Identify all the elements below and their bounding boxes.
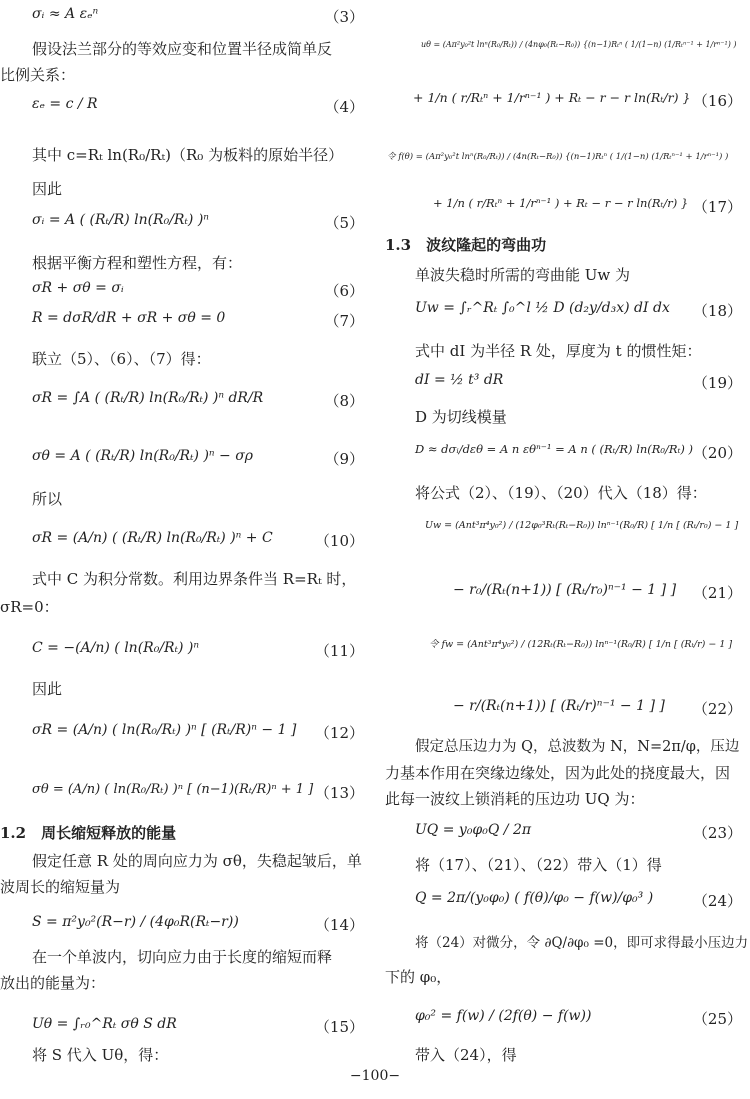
equation-number: （17） <box>692 198 742 216</box>
equation-number: （24） <box>692 892 742 910</box>
paragraph-line: 放出的能量为： <box>0 974 106 992</box>
paragraph-line: 将（24）对微分，令 ∂Q/∂φ₀ =0，即可求得最小压边力 <box>415 935 749 951</box>
equation-number: （13） <box>314 784 364 802</box>
paragraph-line: 联立（5）、（6）、（7）得： <box>32 350 211 368</box>
equation-number: （8） <box>324 392 364 410</box>
equation-formula: Uw = (Ant³π⁴y₀²) / (12φ₀³Rₜ(Rₜ−R₀)) lnⁿ⁻¹(R₀/R) [ 1/n [ (Rₜ/r₀) − 1 ] <box>425 520 739 531</box>
equation-number: （5） <box>324 214 364 232</box>
equation-formula: σᵢ = A ( (Rₜ/R) ln(R₀/Rₜ) )ⁿ <box>32 212 209 228</box>
page-number: −100− <box>349 1068 401 1084</box>
paragraph-line: 将 S 代入 Uθ，得： <box>32 1046 169 1064</box>
equation <box>0 722 372 748</box>
equation-number: （9） <box>324 450 364 468</box>
equation-formula: UQ = y₀φ₀Q / 2π <box>415 822 532 838</box>
equation-number: （19） <box>692 374 742 392</box>
equation-number: （14） <box>314 916 364 934</box>
equation-number: （3） <box>324 8 364 26</box>
equation <box>385 40 750 66</box>
equation <box>0 96 372 122</box>
equation-formula: 令 fw = (Ant³π⁴y₀²) / (12Rₜ(Rₜ−R₀)) lnⁿ⁻¹(R₀/R) [ 1/n [ (Rₜ/r) − 1 ] <box>429 639 733 650</box>
equation-formula: S = π²y₀²(R−r) / (4φ₀R(Rₜ−r)) <box>32 914 239 930</box>
equation <box>385 1008 750 1034</box>
equation-formula: R = dσR/dR + σR + σθ = 0 <box>32 310 226 326</box>
equation <box>0 280 372 306</box>
equation-number: （18） <box>692 302 742 320</box>
section-heading: 1.3 波纹隆起的弯曲功 <box>385 236 547 254</box>
paragraph-line: 式中 dI 为半径 R 处，厚度为 t 的惯性矩： <box>415 342 702 360</box>
paragraph-line: 此每一波纹上锁消耗的压边功 UQ 为： <box>385 790 645 808</box>
equation <box>0 530 372 556</box>
equation-formula: σR = ∫A ( (Rₜ/R) ln(R₀/Rₜ) )ⁿ dR/R <box>32 390 264 406</box>
equation <box>385 372 750 398</box>
paragraph-line: 比例关系： <box>0 66 76 84</box>
equation <box>0 640 372 666</box>
equation <box>385 822 750 848</box>
paragraph-line: 将公式（2）、（19）、（20）代入（18）得： <box>415 484 707 502</box>
equation <box>385 698 750 724</box>
equation-formula: σR = (A/n) ( ln(R₀/Rₜ) )ⁿ [ (Rₜ/R)ⁿ − 1 ] <box>32 722 297 738</box>
equation <box>385 442 750 468</box>
equation-formula: + 1/n ( r/Rₜⁿ + 1/rⁿ⁻¹ ) + Rₜ − r − r ln(Rₜ/r) } <box>413 90 691 105</box>
equation <box>0 212 372 238</box>
paragraph-line: 根据平衡方程和塑性方程，有： <box>32 254 243 272</box>
equation-formula: Uθ = ∫ᵣ₀^Rₜ σθ S dR <box>32 1016 177 1032</box>
equation-formula: C = −(A/n) ( ln(R₀/Rₜ) )ⁿ <box>32 640 200 656</box>
equation <box>0 6 372 32</box>
equation-formula: dI = ½ t³ dR <box>415 372 504 388</box>
equation-number: （23） <box>692 824 742 842</box>
paragraph-line: 下的 φ₀， <box>385 968 452 986</box>
equation-number: （15） <box>314 1018 364 1036</box>
equation-number: （6） <box>324 282 364 300</box>
equation-formula: σR + σθ = σᵢ <box>32 280 124 296</box>
equation <box>0 782 372 808</box>
equation <box>385 90 750 116</box>
paragraph-line: 波周长的缩短量为 <box>0 878 121 896</box>
equation <box>385 582 750 608</box>
paragraph-line: 因此 <box>32 680 63 698</box>
equation-formula: σθ = (A/n) ( ln(R₀/Rₜ) )ⁿ [ (n−1)(Rₜ/R)ⁿ + 1 ] <box>32 782 314 797</box>
equation <box>385 890 750 916</box>
equation <box>0 390 372 416</box>
equation-formula: uθ = (Aπ²y₀²t lnⁿ(R₀/Rₜ)) / (4nφ₀(Rₜ−R₀)) {(n−1)Rₜⁿ ( 1/(1−n) (1/Rₜⁿ⁻¹ + 1/rⁿ⁻¹) ) <box>421 40 737 49</box>
equation <box>385 520 750 546</box>
equation-number: （10） <box>314 532 364 550</box>
equation <box>385 196 750 222</box>
equation-formula: D ≈ dσᵢ/dεθ = A n εθⁿ⁻¹ = A n ( (Rₜ/R) ln(R₀/Rₜ) ) <box>415 442 694 456</box>
equation-formula: + 1/n ( r/Rₜⁿ + 1/rⁿ⁻¹ ) + Rₜ − r − r ln(Rₜ/r) } <box>433 196 689 210</box>
equation <box>0 1016 372 1042</box>
equation <box>0 310 372 336</box>
equation-formula: Q = 2π/(y₀φ₀) ( f(θ)/φ₀ − f(w)/φ₀³ ) <box>415 890 654 906</box>
equation-formula: Uw = ∫ᵣ^Rₜ ∫₀^l ½ D (d₂y/d₃x) dI dx <box>415 300 670 316</box>
equation <box>385 150 750 176</box>
equation-number: （7） <box>324 312 364 330</box>
paragraph-line: 在一个单波内，切向应力由于长度的缩短而释 <box>32 948 333 966</box>
equation-number: （12） <box>314 724 364 742</box>
equation <box>0 448 372 474</box>
paragraph-line: 因此 <box>32 180 63 198</box>
paragraph-line: 其中 c=Rₜ ln(R₀/Rₜ)（R₀ 为板料的原始半径） <box>32 146 344 164</box>
equation-number: （22） <box>692 700 742 718</box>
equation-formula: εₑ = c / R <box>32 96 98 112</box>
equation-number: （20） <box>692 444 742 462</box>
equation-formula: − r/(Rₜ(n+1)) [ (Rₜ/r)ⁿ⁻¹ − 1 ] ] <box>453 698 665 714</box>
paragraph-line: 式中 C 为积分常数。利用边界条件当 R=Rₜ 时， <box>32 570 357 588</box>
equation-formula: σθ = A ( (Rₜ/R) ln(R₀/Rₜ) )ⁿ − σρ <box>32 448 253 464</box>
paragraph-line: 将（17）、（21）、（22）带入（1）得 <box>415 856 662 874</box>
equation-number: （11） <box>314 642 364 660</box>
equation <box>385 300 750 326</box>
paragraph-line: 假设法兰部分的等效应变和位置半径成简单反 <box>32 40 333 58</box>
equation-formula: − r₀/(Rₜ(n+1)) [ (Rₜ/r₀)ⁿ⁻¹ − 1 ] ] <box>453 582 677 598</box>
paragraph-line: 带入（24），得 <box>415 1046 517 1064</box>
paragraph-line: 单波失稳时所需的弯曲能 Uw 为 <box>415 266 631 284</box>
section-heading: 1.2 周长缩短释放的能量 <box>0 824 177 842</box>
equation-formula: 令 f(θ) = (Aπ²y₀²t lnⁿ(R₀/Rₜ)) / (4n(Rₜ−R₀)) {(n−1)Rₜⁿ ( 1/(1−n) (1/Rₜⁿ⁻¹ + 1/rⁿ⁻¹) ) <box>387 152 729 162</box>
paragraph-line: 假定任意 R 处的周向应力为 σθ，失稳起皱后，单 <box>32 852 362 870</box>
paragraph-line: D 为切线模量 <box>415 408 507 426</box>
paragraph-line: 所以 <box>32 490 63 508</box>
paragraph-line: 力基本作用在突缘边缘处，因为此处的挠度最大，因 <box>385 764 731 782</box>
paragraph-line: σR=0： <box>0 598 59 616</box>
equation-number: （25） <box>692 1010 742 1028</box>
equation-number: （16） <box>692 92 742 110</box>
equation-formula: σᵢ ≈ A εₑⁿ <box>32 6 99 22</box>
equation-formula: φ₀² = f(w) / (2f(θ) − f(w)) <box>415 1008 592 1024</box>
paragraph-line: 假定总压边力为 Q，总波数为 N，N=2π/φ，压边 <box>415 739 740 755</box>
equation <box>0 914 372 940</box>
equation-number: （4） <box>324 98 364 116</box>
equation <box>385 636 750 662</box>
equation-formula: σR = (A/n) ( (Rₜ/R) ln(R₀/Rₜ) )ⁿ + C <box>32 530 273 546</box>
equation-number: （21） <box>692 584 742 602</box>
